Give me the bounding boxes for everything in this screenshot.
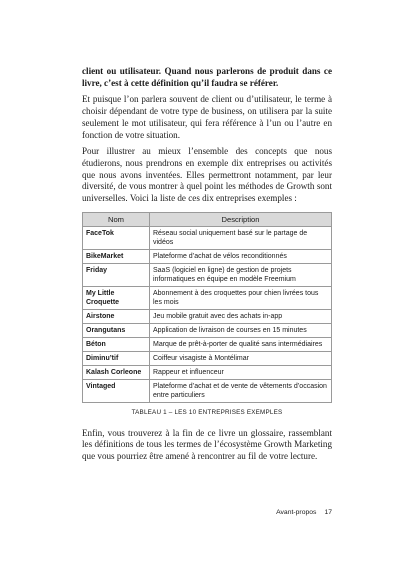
company-description: Plateforme d’achat et de vente de vêtements d’occasion entre particuliers (150, 379, 332, 402)
company-description: Coiffeur visagiste à Montélimar (150, 351, 332, 365)
company-description: Application de livraison de courses en 15 minutes (150, 323, 332, 337)
paragraph-glossaire: Enfin, vous trouverez à la fin de ce livre un glossaire, rassemblant les définitions de tous les termes de l’écosystème Growth Marketing que vous pourriez être amené à rencontrer au fil de votre lecture. (82, 427, 332, 462)
paragraph-utilisateur: Et puisque l’on parlera souvent de client ou d’utilisateur, le terme à choisir dépendant de votre type de business, on utilisera par la suite seulement le mot utilisateur, qui fera référence à l’un ou l’autre en fonction de votre situation. (82, 94, 332, 140)
paragraph-exemples: Pour illustrer au mieux l’ensemble des concepts que nous étudierons, nous prendrons en exemple dix entreprises ou activités que nous avons inventées. Elles permettront notamment, par leur diversité, de vous montrer à quel point les méthodes de Growth sont universelles. Voici la liste de ces dix entreprises exemples : (82, 146, 332, 204)
company-name: My Little Croquette (83, 286, 150, 309)
table-header-row (83, 212, 332, 226)
company-name: Béton (83, 337, 150, 351)
intro-paragraph: client ou utilisateur. Quand nous parlerons de produit dans ce livre, c’est à cette définition qu’il faudra se référer. (82, 66, 332, 88)
company-name: Orangutans (83, 323, 150, 337)
company-description: Rappeur et influenceur (150, 365, 332, 379)
table-row (83, 337, 332, 351)
page-number: 17 (324, 509, 332, 516)
table-row (83, 263, 332, 286)
table-row (83, 365, 332, 379)
company-name: FaceTok (83, 226, 150, 249)
company-description: Plateforme d’achat de vélos reconditionnés (150, 249, 332, 263)
column-header-description: Description (150, 212, 332, 226)
company-description: Marque de prêt-à-porter de qualité sans intermédiaires (150, 337, 332, 351)
company-name: BikeMarket (83, 249, 150, 263)
company-description: Abonnement à des croquettes pour chien livrées tous les mois (150, 286, 332, 309)
section-title: Avant-propos (276, 509, 317, 516)
company-name: Kalash Corleone (83, 365, 150, 379)
page-content (82, 66, 332, 468)
table-row (83, 351, 332, 365)
column-header-name: Nom (83, 212, 150, 226)
company-description: Réseau social uniquement basé sur le partage de vidéos (150, 226, 332, 249)
company-description: SaaS (logiciel en ligne) de gestion de projets informatiques en équipe en modèle Freemium (150, 263, 332, 286)
table-row (83, 249, 332, 263)
company-name: Friday (83, 263, 150, 286)
table-caption: TABLEAU 1 – LES 10 ENTREPRISES EXEMPLES (131, 408, 283, 416)
company-name: Diminu’tif (83, 351, 150, 365)
table-row (83, 226, 332, 249)
table-row (83, 286, 332, 309)
companies-table (82, 212, 332, 403)
company-name: Vintaged (83, 379, 150, 402)
company-name: Airstone (83, 309, 150, 323)
page-footer (200, 509, 332, 516)
table-row (83, 379, 332, 402)
company-description: Jeu mobile gratuit avec des achats in-app (150, 309, 332, 323)
table-row (83, 309, 332, 323)
table-row (83, 323, 332, 337)
